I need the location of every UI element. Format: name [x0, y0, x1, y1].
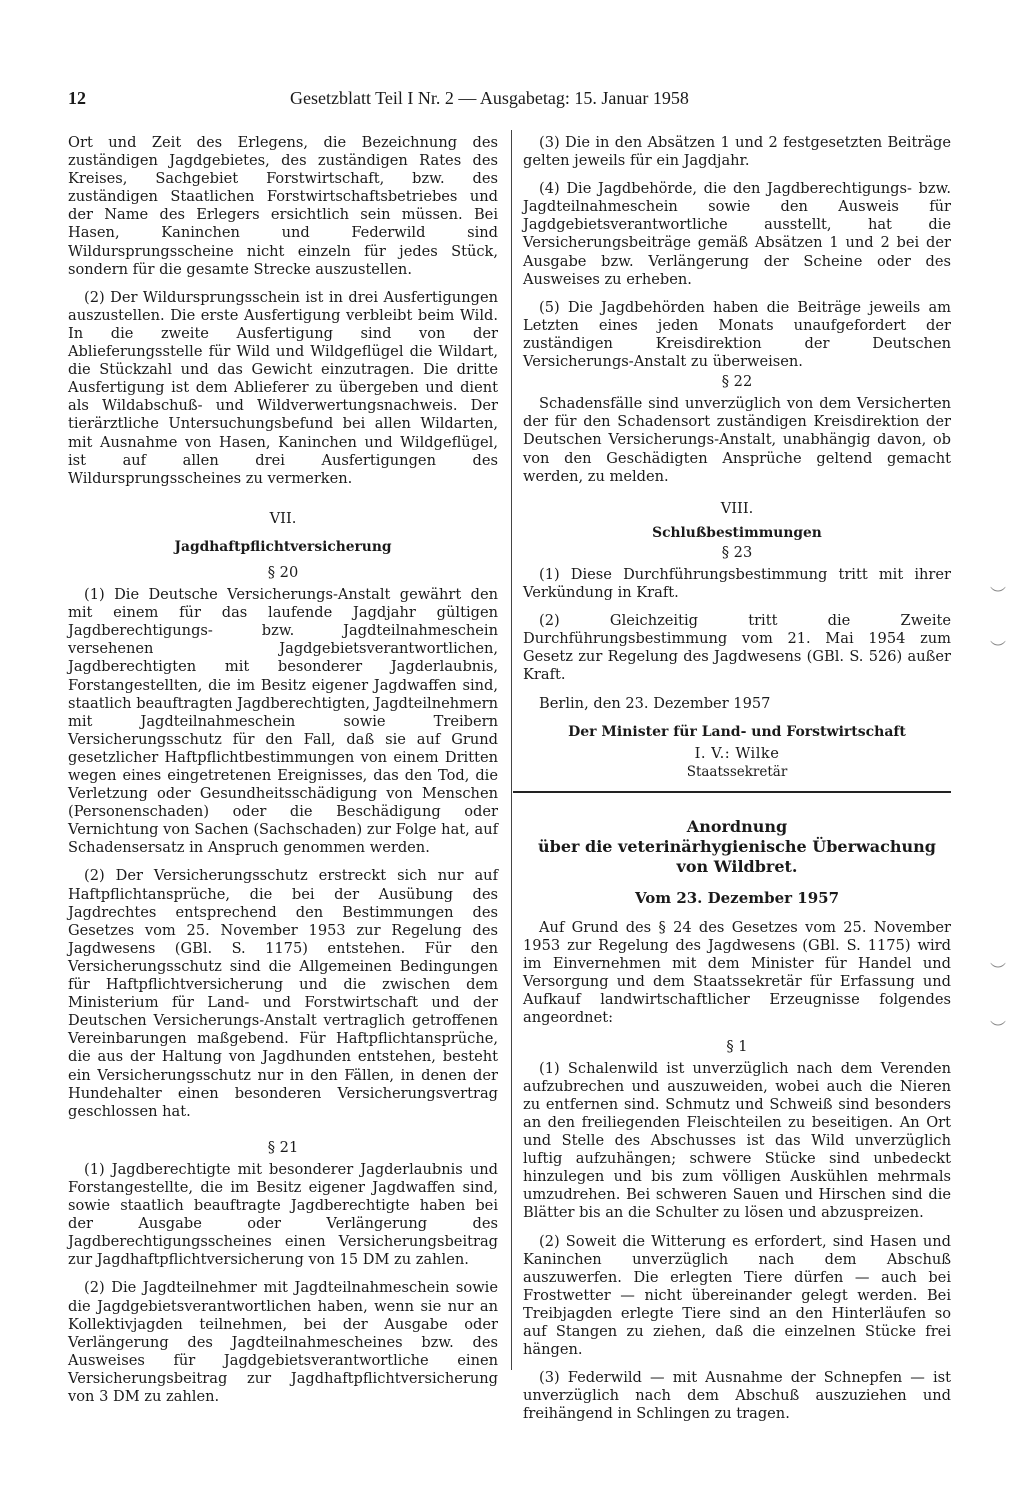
paragraph: (2) Soweit die Witterung es erfordert, sind Hasen und Kaninchen unverzüglich nach dem Abschuß auszuwerfen. Die erlegten Tiere dürfen — auch bei Frostwetter — nicht übereinander gelegt werden. Bei Treibjagden erlegte Tiere sind an den Hinterläufen so auf Stangen zu ziehen, daß die einzelnen Stücke frei hängen. — [523, 1232, 951, 1359]
section-separator — [513, 791, 951, 793]
minister-signature: Der Minister für Land- und Forstwirtschaft — [568, 723, 906, 740]
paragraph: (5) Die Jagdbehörden haben die Beiträge jeweils am Letzten eines jeden Monats unaufgefordert der zuständigen Kreisdirektion der Deutschen Versicherungs-Anstalt zu überweisen. — [523, 298, 951, 371]
paragraph-sign: § 23 — [721, 543, 753, 561]
margin-mark: ︶ — [990, 1019, 1007, 1038]
paragraph: (1) Schalenwild ist unverzüglich nach dem Verenden aufzubrechen und auszuweiden, wobei auch die Nieren zu entfernen sind. Schmutz und Schweiß sind besonders an den freiliegenden Fleischteilen zu beseitigen. An Ort und Stelle des Abschusses ist das Wild unverzüglich luftig aufzuhängen; schwere Stücke sind unbedeckt hinzulegen und bis zum völligen Auskühlen mehrmals umzudrehen. Bei schweren Sauen und Hirschen sind die Blätter bis an die Schulter zu lösen und abzuspreizen. — [523, 1059, 951, 1222]
paragraph: (1) Die Deutsche Versicherungs-Anstalt gewährt den mit einem für das laufende Jagdjahr gültigen Jagdberechtigungs- bzw. Jagdteilnahmeschein versehenen Jagdgebietsverantwortlichen, Jagdberechtigten mit besonderer Jagderlaubnis, Forstangestellten, die im Besitz eigener Jagdwaffen sind, staatlich beauftragten Jagdberechtigten, Jagdteilnehmern mit Jagdteilnahmeschein sowie Treibern Versicherungsschutz für den Fall, daß sie auf Grund gesetzlicher Haftpflichtbestimmungen von einem Dritten wegen eines eingetretenen Ereignisses, das den Tod, die Verletzung oder Gesundheitsschädigung von Menschen (Personenschaden) oder die Beschädigung oder Vernichtung von Sachen (Sachschaden) zur Folge hat, auf Schadensersatz in Anspruch genommen werden. — [68, 586, 498, 857]
ordinance-date: Vom 23. Dezember 1957 — [634, 888, 840, 907]
paragraph: Auf Grund des § 24 des Gesetzes vom 25. November 1953 zur Regelung des Jagdwesens (GBl. S. 1175) wird im Einvernehmen mit dem Minister für Handel und Versorgung und dem Staatssekretär für Erfassung und Aufkauf landwirtschaftlicher Erzeugnisse folgendes angeordnet: — [523, 919, 951, 1027]
paragraph: (3) Federwild — mit Ausnahme der Schnepfen — ist unverzüglich nach dem Abschuß auszuziehen und freihängend in Schlingen zu tragen. — [523, 1369, 951, 1423]
section-title: Schlußbestimmungen — [652, 524, 822, 541]
paragraph: (3) Die in den Absätzen 1 und 2 festgesetzten Beiträge gelten jeweils für ein Jagdjahr. — [523, 134, 951, 170]
column-divider — [511, 130, 512, 1370]
page-header — [68, 88, 754, 112]
paragraph: (1) Diese Durchführungsbestimmung tritt mit ihrer Verkündung in Kraft. — [523, 565, 951, 602]
left-column — [68, 134, 498, 1416]
paragraph: Ort und Zeit des Erlegens, die Bezeichnung des zuständigen Jagdgebietes, des zuständigen Rates des Kreises, Sachgebiet Forstwirtschaft, bzw. des zuständigen Staatlichen Forstwirtschaftsbetriebes und der Name des Erlegers ersichtlich sein müssen. Bei Hasen, Kaninchen und Federwild sind Wildursprungsscheine nicht einzeln für jedes Stück, sondern für die gesamte Strecke auszustellen. — [68, 134, 498, 278]
ordinance-title-line: Anordnung — [686, 816, 788, 836]
signatory-rank: Staatssekretär — [686, 763, 788, 780]
running-head: Gesetzblatt Teil I Nr. 2 — Ausgabetag: 15. Januar 1958 — [290, 88, 689, 108]
paragraph-sign: § 22 — [721, 373, 753, 391]
paragraph: (2) Gleichzeitig tritt die Zweite Durchführungsbestimmung vom 21. Mai 1954 zum Gesetz zur Regelung des Jagdwesens (GBl. S. 526) außer Kraft. — [523, 612, 951, 684]
paragraph: Schadensfälle sind unverzüglich von dem Versicherten der für den Schadensort zuständigen Kreisdirektion der Deutschen Versicherungs-Anstalt, unabhängig davon, ob von den Geschädigten Ansprüche geltend gemacht werden, zu melden. — [523, 395, 951, 485]
paragraph: (1) Jagdberechtigte mit besonderer Jagderlaubnis und Forstangestellte, die im Besitz eigener Jagdwaffen sind, sowie staatlich beauftragte Jagdberechtigte haben bei der Ausgabe oder Verlängerung des Jagdberechtigungsscheines einen Versicherungsbeitrag zur Jagdhaftpflichtversicherung von 15 DM zu zahlen. — [68, 1160, 498, 1269]
paragraph-sign: § 21 — [267, 1138, 299, 1156]
paragraph: (4) Die Jagdbehörde, die den Jagdberechtigungs- bzw. Jagdteilnahmeschein sowie den Ausweis für Jagdgebietsverantwortliche ausstellt, hat die Versicherungsbeiträge gemäß Absätzen 1 und 2 bei der Ausgabe bzw. Verlängerung der Scheine oder des Ausweises zu erheben. — [523, 180, 951, 288]
margin-mark: ︶ — [990, 961, 1007, 980]
paragraph: (2) Der Versicherungsschutz erstreckt sich nur auf Haftpflichtansprüche, die bei der Ausübung des Jagdrechtes entsprechend den Bestimmungen des Gesetzes vom 25. November 1953 zur Regelung des Jagdwesens (GBl. S. 1175) entstehen. Für den Versicherungsschutz sind die Allgemeinen Bedingungen für Haftpflichtversicherung und die zwischen dem Ministerium für Land- und Forstwirtschaft und der Deutschen Versicherungs-Anstalt vertraglich getroffenen Vereinbarungen maßgebend. Für Haftpflichtansprüche, die aus der Haltung von Jagdhunden entstehen, besteht ein Versicherungsschutz nur in den Fällen, in denen der Hundehalter einen besonderen Versicherungsvertrag geschlossen hat. — [68, 867, 498, 1120]
paragraph: (2) Die Jagdteilnehmer mit Jagdteilnahmeschein sowie die Jagdgebietsverantwortlichen haben, wenn sie nur an Kollektivjagden teilnehmen, bei der Ausgabe oder Verlängerung des Jagdteilnahmescheines bzw. des Ausweises für Jagdgebietsverantwortliche einen Versicherungsbeitrag zur Jagdhaftpflichtversicherung von 3 DM zu zahlen. — [68, 1279, 498, 1405]
section-number: VII. — [269, 509, 297, 527]
paragraph: (2) Der Wildursprungsschein ist in drei Ausfertigungen auszustellen. Die erste Ausfertigung verbleibt beim Wild. In die zweite Ausfertigung sind von der Ablieferungsstelle für Wild und Wildgeflügel die Wildart, die Stückzahl und das Gewicht einzutragen. Die dritte Ausfertigung ist dem Ablieferer zu übergeben und dient als Wildabschuß- und Wildverwertungsnachweis. Der tierärztliche Untersuchungsbefund bei allen Wildarten, mit Ausnahme von Hasen, Kaninchen und Wildgeflügel, ist auf allen drei Ausfertigungen des Wildursprungsscheines zu vermerken. — [68, 288, 498, 487]
section-number: VIII. — [720, 499, 754, 517]
signatory: I. V.: Wilke — [694, 744, 780, 762]
paragraph-sign: § 20 — [267, 563, 299, 581]
section-title: Jagdhaftpflichtversicherung — [174, 538, 392, 555]
ordinance-title-line: von Wildbret. — [676, 856, 798, 876]
margin-mark: ︶ — [990, 639, 1007, 658]
page-number: 12 — [68, 88, 86, 108]
ordinance-title-line: über die veterinärhygienische Überwachung — [538, 836, 936, 856]
margin-mark: ︶ — [990, 585, 1007, 604]
paragraph-sign: § 1 — [726, 1037, 748, 1055]
right-column — [523, 134, 951, 1433]
place-date: Berlin, den 23. Dezember 1957 — [539, 694, 771, 712]
